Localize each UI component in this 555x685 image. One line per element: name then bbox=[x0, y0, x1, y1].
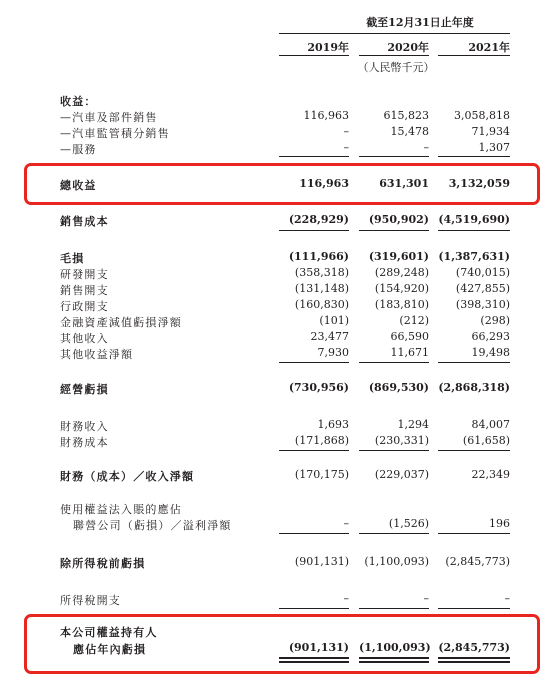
cell-loss-for-year-2019: (901,131) bbox=[288, 641, 349, 654]
row-label-total-revenue: 總收益 bbox=[60, 179, 97, 192]
cell-finance-costs-2020: (230,331) bbox=[374, 434, 429, 447]
cell-total-revenue-2019: 116,963 bbox=[299, 177, 349, 190]
row-label-admin: 行政開支 bbox=[60, 300, 109, 313]
cell-finance-income-2021: 84,007 bbox=[471, 418, 510, 431]
associates-rule-2020 bbox=[359, 533, 429, 534]
cell-finance-income-2020: 1,294 bbox=[397, 418, 429, 431]
opex-rule-2021 bbox=[438, 362, 510, 363]
cell-services-2020: – bbox=[423, 141, 429, 154]
final-double-rule-top-2019 bbox=[279, 657, 349, 659]
cell-finance-costs-2019: (171,868) bbox=[294, 434, 349, 447]
cell-income-tax-2020: – bbox=[423, 592, 429, 605]
cell-loss-before-tax-2021: (2,845,773) bbox=[445, 555, 510, 568]
row-label-net-finance: 財務（成本）／收入淨額 bbox=[60, 470, 195, 483]
year-2021-header: 2021年 bbox=[468, 41, 510, 54]
cell-associates-2019: – bbox=[343, 517, 349, 530]
tax-rule-2021 bbox=[438, 608, 510, 609]
cell-income-tax-2021: – bbox=[504, 592, 510, 605]
row-label-gross-loss: 毛損 bbox=[60, 252, 85, 265]
cell-loss-for-year-2021: (2,845,773) bbox=[438, 641, 510, 654]
cell-cost-of-sales-2019: (228,929) bbox=[288, 213, 349, 226]
cost-rule-2019 bbox=[279, 230, 349, 231]
cell-finance-costs-2021: (61,658) bbox=[462, 434, 510, 447]
row-label-loss-for-year: 應佔年內虧損 bbox=[73, 643, 147, 656]
row-label-equity-method-line1: 使用權益法入賬的應佔 bbox=[60, 503, 182, 516]
cell-finance-income-2019: 1,693 bbox=[317, 418, 349, 431]
opex-rule-2019 bbox=[279, 362, 349, 363]
cell-associates-2021: 196 bbox=[489, 517, 510, 530]
row-label-rnd: 研發開支 bbox=[60, 268, 109, 281]
cell-other-gains-2020: 11,671 bbox=[390, 346, 429, 359]
cell-selling-2021: (427,855) bbox=[455, 282, 510, 295]
cell-operating-loss-2020: (869,530) bbox=[368, 381, 429, 394]
subtotal-rule-2021 bbox=[438, 156, 510, 157]
cell-credit-sales-2020: 15,478 bbox=[390, 125, 429, 138]
cell-gross-loss-2020: (319,601) bbox=[368, 250, 429, 263]
cell-services-2019: – bbox=[343, 141, 349, 154]
cell-selling-2019: (131,148) bbox=[294, 282, 349, 295]
final-double-rule-bottom-2021 bbox=[438, 661, 510, 663]
cell-credit-sales-2021: 71,934 bbox=[471, 125, 510, 138]
associates-rule-2021 bbox=[438, 533, 510, 534]
cell-loss-before-tax-2020: (1,100,093) bbox=[364, 555, 429, 568]
subtotal-rule-2019 bbox=[279, 156, 349, 157]
cell-other-gains-2021: 19,498 bbox=[471, 346, 510, 359]
period-rule bbox=[279, 33, 510, 34]
cell-vehicle-sales-2019: 116,963 bbox=[303, 109, 349, 122]
final-double-rule-top-2020 bbox=[359, 657, 429, 659]
year-rule-2021 bbox=[438, 55, 510, 56]
row-label-finance-costs: 財務成本 bbox=[60, 436, 109, 449]
cell-total-revenue-2020: 631,301 bbox=[379, 177, 429, 190]
final-double-rule-top-2021 bbox=[438, 657, 510, 659]
cell-other-income-2019: 23,477 bbox=[310, 330, 349, 343]
cell-other-gains-2019: 7,930 bbox=[317, 346, 349, 359]
cell-net-finance-2021: 22,349 bbox=[471, 468, 510, 481]
cell-gross-loss-2019: (111,966) bbox=[288, 250, 349, 263]
cell-vehicle-sales-2020: 615,823 bbox=[383, 109, 429, 122]
currency-unit: （人民幣千元） bbox=[357, 61, 435, 74]
cell-admin-2021: (398,310) bbox=[455, 298, 510, 311]
final-double-rule-bottom-2019 bbox=[279, 661, 349, 663]
period-header: 截至12月31日止年度 bbox=[366, 16, 474, 29]
year-rule-2020 bbox=[359, 55, 429, 56]
row-label-credit-sales: —汽車監管積分銷售 bbox=[60, 127, 170, 140]
finance-rule-2020 bbox=[359, 450, 429, 451]
row-label-cost-of-sales: 銷售成本 bbox=[60, 215, 109, 228]
cost-rule-2021 bbox=[438, 230, 510, 231]
year-2019-header: 2019年 bbox=[307, 41, 349, 54]
cell-impairment-2021: (298) bbox=[480, 314, 510, 327]
cell-cost-of-sales-2021: (4,519,690) bbox=[438, 213, 510, 226]
cell-net-finance-2020: (229,037) bbox=[374, 468, 429, 481]
row-label-loss-before-tax: 除所得稅前虧損 bbox=[60, 557, 146, 570]
cell-vehicle-sales-2021: 3,058,818 bbox=[454, 109, 510, 122]
cell-total-revenue-2021: 3,132,059 bbox=[448, 177, 510, 190]
finance-rule-2019 bbox=[279, 450, 349, 451]
cell-impairment-2019: (101) bbox=[319, 314, 349, 327]
cell-rnd-2019: (358,318) bbox=[294, 266, 349, 279]
year-2020-header: 2020年 bbox=[387, 41, 429, 54]
row-label-other-income: 其他收入 bbox=[60, 332, 109, 345]
row-label-other-gains: 其他收益淨額 bbox=[60, 348, 134, 361]
cell-gross-loss-2021: (1,387,631) bbox=[438, 250, 510, 263]
tax-rule-2019 bbox=[279, 608, 349, 609]
final-double-rule-bottom-2020 bbox=[359, 661, 429, 663]
year-rule-2019 bbox=[279, 55, 349, 56]
cell-other-income-2021: 66,293 bbox=[471, 330, 510, 343]
row-label-selling: 銷售開支 bbox=[60, 284, 109, 297]
cell-admin-2019: (160,830) bbox=[294, 298, 349, 311]
row-label-finance-income: 財務收入 bbox=[60, 420, 109, 433]
cost-rule-2020 bbox=[359, 230, 429, 231]
cell-admin-2020: (183,810) bbox=[374, 298, 429, 311]
cell-selling-2020: (154,920) bbox=[374, 282, 429, 295]
opex-rule-2020 bbox=[359, 362, 429, 363]
cell-services-2021: 1,307 bbox=[478, 141, 510, 154]
row-label-impairment: 金融資產減值虧損淨額 bbox=[60, 316, 182, 329]
finance-rule-2021 bbox=[438, 450, 510, 451]
cell-credit-sales-2019: – bbox=[343, 125, 349, 138]
cell-rnd-2020: (289,248) bbox=[374, 266, 429, 279]
row-label-associates: 聯營公司（虧損）／溢利淨額 bbox=[73, 519, 232, 532]
cell-operating-loss-2019: (730,956) bbox=[288, 381, 349, 394]
cell-net-finance-2019: (170,175) bbox=[294, 468, 349, 481]
cell-other-income-2020: 66,590 bbox=[390, 330, 429, 343]
tax-rule-2020 bbox=[359, 608, 429, 609]
row-label-income-tax: 所得稅開支 bbox=[60, 594, 121, 607]
subtotal-rule-2020 bbox=[359, 156, 429, 157]
cell-loss-before-tax-2019: (901,131) bbox=[294, 555, 349, 568]
row-label-equity-holders: 本公司權益持有人 bbox=[60, 626, 158, 639]
row-label-revenue-heading: 收益： bbox=[60, 95, 97, 108]
associates-rule-2019 bbox=[279, 533, 349, 534]
cell-associates-2020: (1,526) bbox=[388, 517, 429, 530]
row-label-services: —服務 bbox=[60, 143, 97, 156]
row-label-operating-loss: 經營虧損 bbox=[60, 383, 109, 396]
cell-rnd-2021: (740,015) bbox=[455, 266, 510, 279]
cell-operating-loss-2021: (2,868,318) bbox=[438, 381, 510, 394]
cell-loss-for-year-2020: (1,100,093) bbox=[359, 641, 431, 654]
cell-impairment-2020: (212) bbox=[399, 314, 429, 327]
row-label-vehicle-sales: —汽車及部件銷售 bbox=[60, 111, 158, 124]
cell-income-tax-2019: – bbox=[343, 592, 349, 605]
cell-cost-of-sales-2020: (950,902) bbox=[368, 213, 429, 226]
